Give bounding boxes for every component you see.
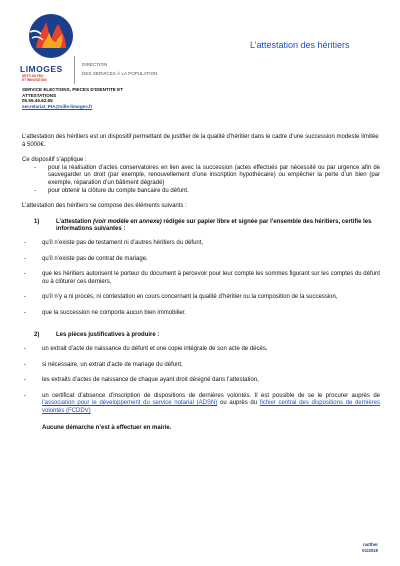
- list-item: - un extrait d’acte de naissance du défunt et une copie intégrale de son acte de décès,: [22, 346, 380, 354]
- fcddv-link[interactable]: fichier central des dispositions de dernières volontés (FCDDV): [42, 400, 380, 415]
- list-item: - pour obtenir la clôture du compte bancaire du défunt.: [22, 188, 380, 196]
- list-item: - que les héritiers autorisent le porteur du document à percevoir pour leur compte les sommes figurant sur les comptes du défunt ou à clôturer ces derniers,: [22, 271, 380, 286]
- final-note: Aucune démarche n’est à effectuer en mairie.: [42, 424, 172, 431]
- applies-list: [22, 165, 380, 195]
- list-item: - qu’il n’existe pas de contrat de mariage,: [22, 256, 380, 264]
- list-item: - qu’il n’existe pas de testament ni d’autres héritiers du défunt,: [22, 240, 380, 248]
- page-title: L’attestation des héritiers: [250, 40, 350, 50]
- footer-date: 01/2019: [362, 547, 378, 553]
- applies-label: Ce dispositif s’applique :: [22, 157, 87, 164]
- list-item: - pour la réalisation d’actes conservatoires en lien avec la succession (actes effectués par nécessité ou par urgence afin de sauvegarder un droit (par exemple, renouvellement d’une inscription hypothécaire) ou empêcher la perte d’un bien (par exemple, réparation d’un bâtiment dégradé): [22, 165, 380, 188]
- section-1-heading: 1) L’attestation (voir modèle en annexe) rédigée sur papier libre et signée par l’ensemble des héritiers, certifie les informations suivantes :: [34, 218, 372, 233]
- brand-tagline: ARTS DU FEU ET INNOVATION: [22, 74, 47, 82]
- list-item: - que la succession ne comporte aucun bien immobilier.: [22, 310, 380, 318]
- adsn-link[interactable]: l’association pour le développement du service notarial (ADSN): [42, 400, 218, 407]
- brand-name: LIMOGES: [20, 64, 63, 74]
- footer-meta: [340, 542, 378, 553]
- service-email-link[interactable]: secretariat_PIA@ville-limoges.fr: [22, 103, 93, 109]
- footer-author: natther: [363, 542, 378, 547]
- list-item: - un certificat d’absence d’inscription de dispositions de dernières volontés. Il est possible de se le procurer auprès de l’association pour le développement du service notarial (ADSN) ou auprès du fichier central des dispositions de dernières volontés (FCDDV): [22, 393, 380, 416]
- service-contact: [22, 87, 123, 109]
- composed-label: L’attestation des héritiers se compose des éléments suivants :: [22, 203, 187, 210]
- service-line-2: ATTESTATIONS: [22, 92, 57, 98]
- section-1-list: [22, 240, 380, 318]
- list-item: - qu’il n’y a ni procès, ni contestation en cours concernant la qualité d’héritier ou la composition de la succession,: [22, 294, 380, 302]
- list-item: - si nécessaire, un extrait d’acte de mariage du défunt,: [22, 362, 380, 370]
- document-body: [22, 134, 380, 432]
- section-2-heading: 2) Les pièces justificatives à produire :: [34, 331, 160, 338]
- section-2-list: [22, 346, 380, 416]
- service-line-1: SERVICE ELECTIONS, PIECES D’IDENTITE ET: [22, 87, 123, 92]
- header-divider: [74, 56, 75, 84]
- service-phone: 05.55.45.62.65: [22, 98, 53, 104]
- direction-label: DIRECTION DES SERVICES À LA POPULATION: [82, 62, 158, 76]
- intro-paragraph: L’attestation des héritiers est un dispositif permettant de justifier de la qualité d’héritier dans le cadre d’une succession modeste limitée à 5000€.: [22, 134, 379, 148]
- list-item: - les extraits d’actes de naissance de chaque ayant droit désigné dans l’attestation,: [22, 377, 380, 385]
